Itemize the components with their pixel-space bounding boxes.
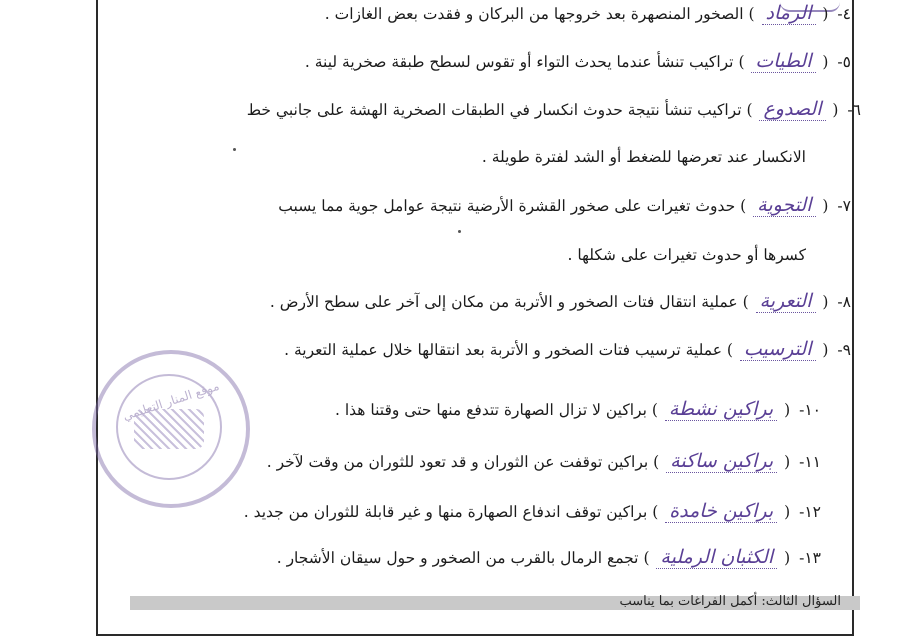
question-item-13: ١٣- ( الكثبان الرملية ) تجمع الرمال بالقرب من الصخور و حول سيقان الأشجار . bbox=[276, 546, 821, 568]
item-text: عملية انتقال فتات الصخور و الأتربة من مكان إلى آخر على سطح الأرض . bbox=[269, 293, 738, 311]
handwritten-answer: براكين نشطة bbox=[665, 398, 777, 421]
question-item-5: ٥- ( الطيات ) تراكيب تنشأ عندما يحدث التواء أو تقوس لسطح طبقة صخرية لينة . bbox=[304, 50, 851, 72]
item-7-continuation: كسرها أو حدوث تغيرات على شكلها . bbox=[567, 246, 806, 264]
item-6-continuation: الانكسار عند تعرضها للضغط أو الشد لفترة طويلة . bbox=[481, 148, 806, 166]
item-text: تجمع الرمال بالقرب من الصخور و حول سيقان الأشجار . bbox=[276, 549, 639, 567]
stamp-text: موقع المنار التعليمي bbox=[121, 378, 221, 424]
question-item-7: ٧- ( التجوية ) حدوث تغيرات على صخور القشرة الأرضية نتيجة عوامل جوية مما يسبب bbox=[278, 194, 851, 216]
question-item-10: ١٠- ( براكين نشطة ) براكين لا تزال الصهارة تتدفع منها حتى وقتنا هذا . bbox=[334, 398, 821, 420]
question-item-9: ٩- ( الترسيب ) عملية ترسيب فتات الصخور و الأتربة بعد انتقالها خلال عملية التعرية . bbox=[284, 338, 851, 360]
page-border bbox=[96, 0, 854, 636]
question-item-6: ٦- ( الصدوع ) تراكيب تنشأ نتيجة حدوث انكسار في الطبقات الصخرية الهشة على جانبي خط bbox=[246, 98, 861, 120]
section-header-text: السؤال الثالث: أكمل الفراغات بما يناسب bbox=[619, 594, 841, 609]
question-item-4: ٤- ( الرماد ) الصخور المنصهرة بعد خروجها من البركان و فقدت بعض الغازات . bbox=[324, 2, 851, 24]
handwritten-answer: التجوية bbox=[753, 194, 815, 217]
handwritten-answer: التعرية bbox=[756, 290, 816, 313]
speck bbox=[458, 230, 461, 233]
handwritten-answer: الطيات bbox=[751, 50, 815, 73]
handwritten-answer: براكين ساكنة bbox=[666, 450, 777, 473]
handwritten-answer: الصدوع bbox=[759, 98, 825, 121]
item-text: عملية ترسيب فتات الصخور و الأتربة بعد انتقالها خلال عملية التعرية . bbox=[284, 341, 722, 359]
school-stamp bbox=[92, 350, 250, 508]
handwritten-answer: براكين خامدة bbox=[665, 500, 777, 523]
question-item-11: ١١- ( براكين ساكنة ) براكين توقفت عن الثوران و قد تعود للثوران من وقت لآخر . bbox=[266, 450, 821, 472]
item-text: تراكيب تنشأ عندما يحدث التواء أو تقوس لسطح طبقة صخرية لينة . bbox=[304, 53, 734, 71]
item-text: براكين لا تزال الصهارة تتدفع منها حتى وقتنا هذا . bbox=[334, 401, 647, 419]
item-text: تراكيب تنشأ نتيجة حدوث انكسار في الطبقات الصخرية الهشة على جانبي خط bbox=[246, 101, 742, 119]
item-text: حدوث تغيرات على صخور القشرة الأرضية نتيجة عوامل جوية مما يسبب bbox=[278, 197, 736, 215]
speck bbox=[233, 148, 236, 151]
handwritten-answer: الكثبان الرملية bbox=[656, 546, 777, 569]
item-text: الصخور المنصهرة بعد خروجها من البركان و فقدت بعض الغازات . bbox=[324, 5, 744, 23]
question-item-8: ٨- ( التعرية ) عملية انتقال فتات الصخور و الأتربة من مكان إلى آخر على سطح الأرض . bbox=[269, 290, 851, 312]
handwritten-answer: الترسيب bbox=[740, 338, 816, 361]
item-text: براكين توقفت عن الثوران و قد تعود للثوران من وقت لآخر . bbox=[266, 453, 649, 471]
handwritten-answer: الرماد bbox=[762, 2, 816, 25]
item-text: براكين توقف اندفاع الصهارة منها و غير قابلة للثوران من جديد . bbox=[243, 503, 648, 521]
question-item-12: ١٢- ( براكين خامدة ) براكين توقف اندفاع الصهارة منها و غير قابلة للثوران من جديد . bbox=[243, 500, 821, 522]
